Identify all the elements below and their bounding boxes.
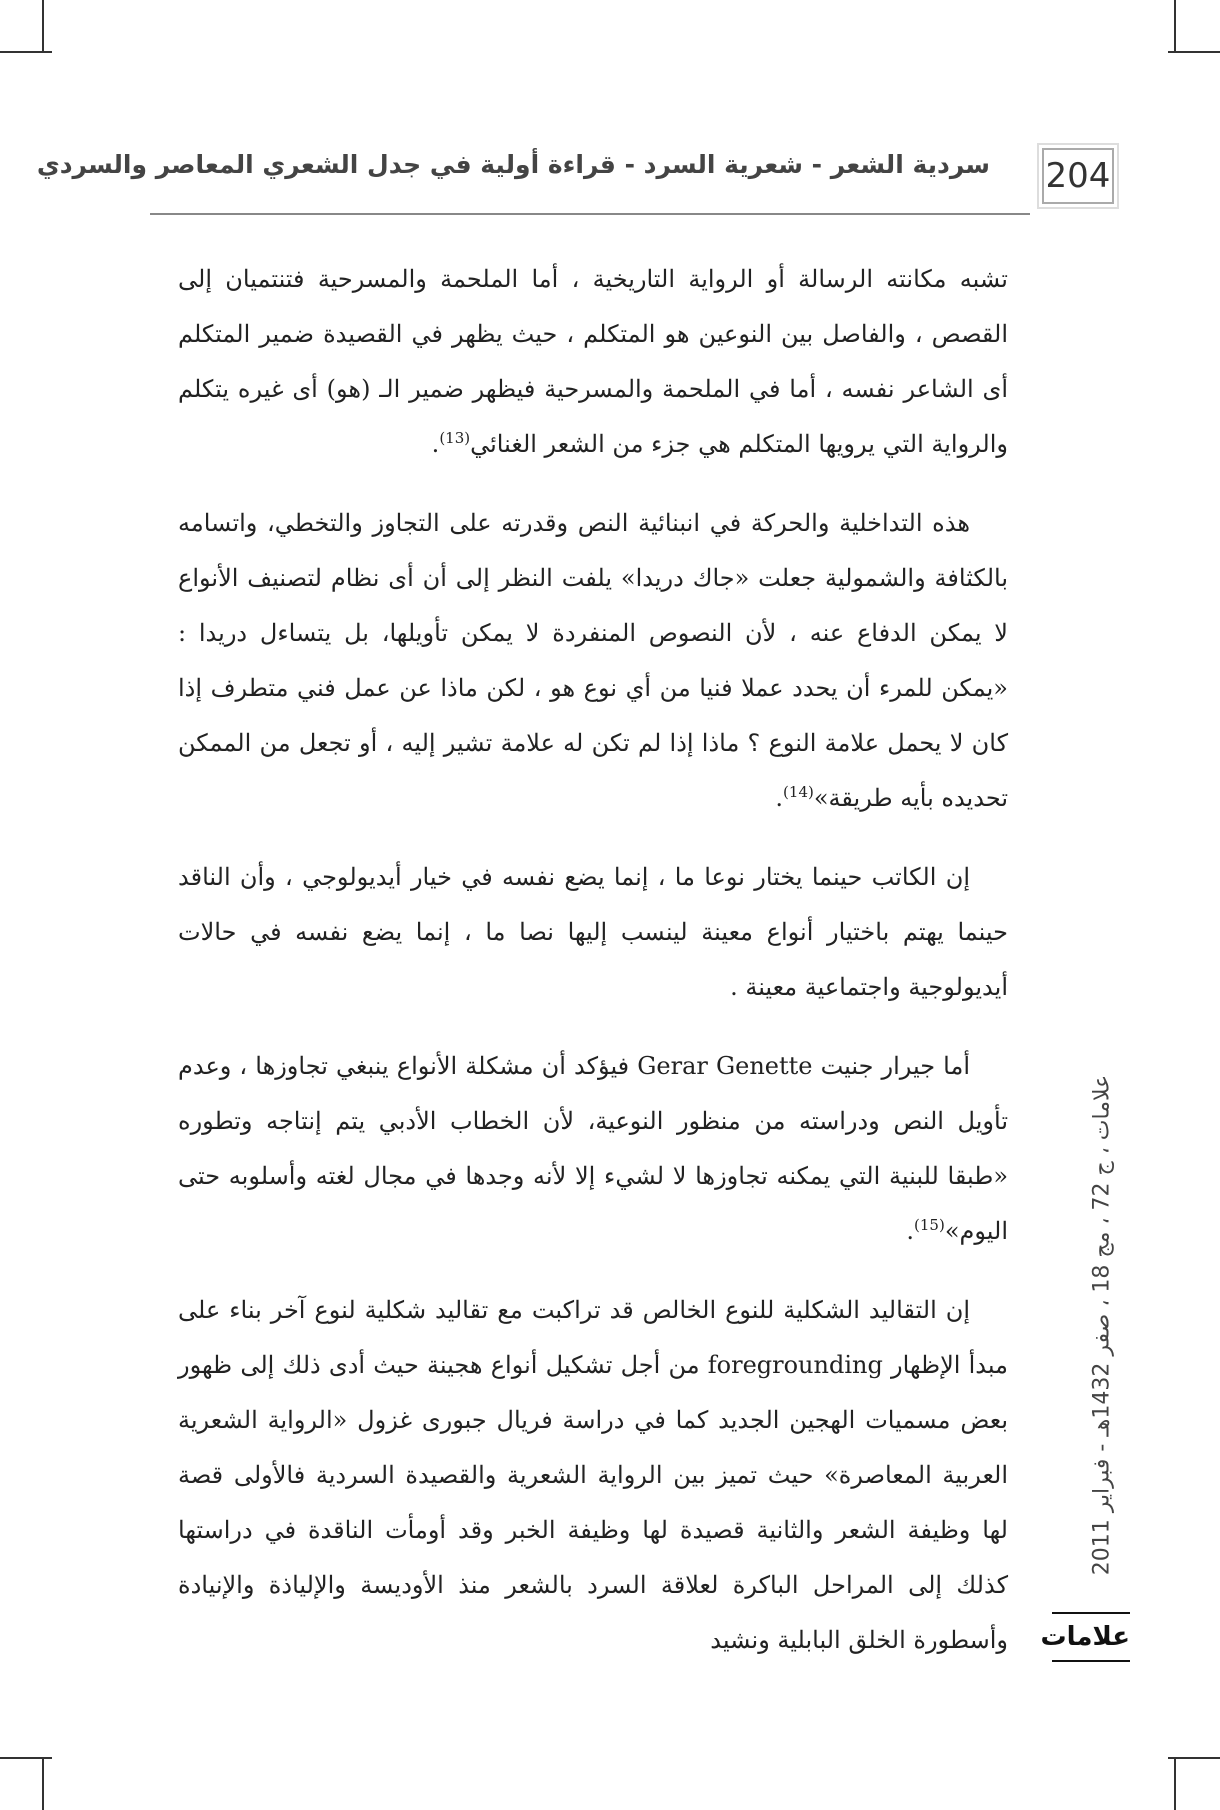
running-header: سردية الشعر - شعرية السرد - قراءة أولية في جدل الشعري المعاصر والسردي [36, 150, 990, 179]
crop-mark [1168, 1757, 1220, 1759]
crop-mark [42, 1758, 44, 1810]
paragraph: تشبه مكانته الرسالة أو الرواية التاريخية ، أما الملحمة والمسرحية فتنتميان إلى القصص ، والفاصل بين النوعين هو المتكلم ، حيث يظهر في القصيدة ضمير المتكلم أى الشاعر نفسه ، أما في الملحمة والمسرحية فيظهر ضمير الـ (هو) أى غيره يتكلم والرواية التي يرويها المتكلم هي جزء من الشعر الغنائي$^{(13)}$. [178, 265, 1008, 458]
journal-logo: علامات [1040, 1622, 1130, 1652]
latin-term: foregrounding [707, 1351, 883, 1379]
latin-term: Gerar Genette [637, 1052, 813, 1080]
crop-mark [0, 51, 52, 53]
paragraph: إن التقاليد الشكلية للنوع الخالص قد تراكبت مع تقاليد شكلية لنوع آخر بناء على مبدأ الإظهار foregrounding من أجل تشكيل أنواع هجينة حيث أدى ذلك إلى ظهور بعض مسميات الهجين الجديد كما في دراسة فريال جبورى غزول «الرواية الشعرية العربية المعاصرة» حيث تميز بين الرواية الشعرية والقصيدة السردية فالأولى قصة لها وظيفة الشعر والثانية قصيدة لها وظيفة الخبر وقد أومأت الناقدة في دراستها كذلك إلى المراحل الباكرة لعلاقة السرد بالشعر منذ الأوديسة والإلياذة والإنيادة وأسطورة الخلق البابلية ونشيد [178, 1296, 1008, 1654]
crop-mark [1168, 51, 1220, 53]
header-rule [150, 213, 1030, 215]
journal-issue-info: علامات ، ج 72 ، مج 18 ، صفر 1432هـ - فبراير 2011 [1089, 1074, 1115, 1576]
logo-rule [1052, 1612, 1130, 1614]
crop-mark [0, 1757, 52, 1759]
article-body [178, 252, 1008, 1692]
crop-mark [1174, 1758, 1176, 1810]
journal-sidebar [1082, 1045, 1122, 1605]
paragraph: أما جيرار جنيت Gerar Genette فيؤكد أن مشكلة الأنواع ينبغي تجاوزها ، وعدم تأويل النص ودراسته من منظور النوعية، لأن الخطاب الأدبي يتم إنتاجه وتطوره «طبقا للبنية التي يمكنه تجاوزها لا لشيء إلا لأنه وجدها في مجال لغته وأسلوبه حتى اليوم»$^{(15)}$. [178, 1052, 1008, 1245]
logo-rule [1052, 1660, 1130, 1662]
page-number: 204 [1042, 148, 1114, 204]
footnote-ref: (15) [914, 1216, 945, 1234]
footnote-ref: (13) [439, 429, 471, 447]
crop-mark [1174, 0, 1176, 52]
paragraph: هذه التداخلية والحركة في انبنائية النص وقدرته على التجاوز والتخطي، واتسامه بالكثافة والشمولية جعلت «جاك دريدا» يلفت النظر إلى أن أى نظام لتصنيف الأنواع لا يمكن الدفاع عنه ، لأن النصوص المنفردة لا يمكن تأويلها، بل يتساءل دريدا : «يمكن للمرء أن يحدد عملا فنيا من أي نوع هو ، لكن ماذا عن عمل فني متطرف إذا كان لا يحمل علامة النوع ؟ ماذا إذا لم تكن له علامة تشير إليه ، أو تجعل من الممكن تحديده بأيه طريقة»$^{(14)}$. [178, 509, 1009, 812]
crop-mark [42, 0, 44, 52]
footnote-ref: (14) [783, 783, 814, 801]
paragraph: إن الكاتب حينما يختار نوعا ما ، إنما يضع نفسه في خيار أيديولوجي ، وأن الناقد حينما يهتم باختيار أنواع معينة لينسب إليها نصا ما ، إنما يضع نفسه في حالات أيديولوجية واجتماعية معينة . [178, 863, 1008, 1001]
